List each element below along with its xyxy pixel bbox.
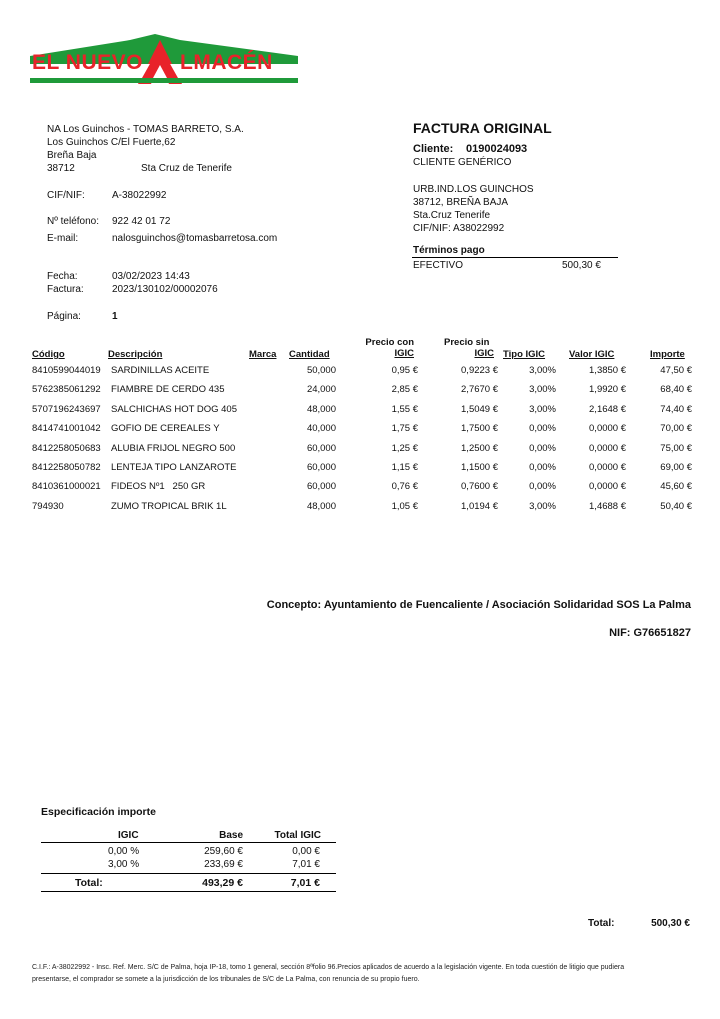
cell-tipo: 3,00%: [529, 501, 556, 512]
cell-valor: 1,3850 €: [589, 365, 626, 376]
concepto: Concepto: Ayuntamiento de Fuencaliente / Asociación Solidaridad SOS La Palma: [266, 599, 691, 611]
cell-precio-sin: 1,1500 €: [461, 462, 498, 473]
cell-valor: 0,0000 €: [589, 481, 626, 492]
fecha-value: 03/02/2023 14:43: [112, 271, 190, 282]
logo-text-right: LMACÉN: [180, 51, 273, 74]
cell-precio-sin: 2,7670 €: [461, 384, 498, 395]
cell-descripcion: GOFIO DE CEREALES Y: [111, 423, 220, 434]
pagina-label: Página:: [47, 311, 81, 322]
cell-precio-con: 0,76 €: [391, 481, 418, 492]
cell-descripcion: SARDINILLAS ACEITE: [111, 365, 210, 376]
cell-cantidad: 40,000: [306, 423, 336, 434]
cell-descripcion: ZUMO TROPICAL BRIK 1L: [111, 501, 227, 512]
cell-tipo: 3,00%: [529, 365, 556, 376]
cell-importe: 45,60 €: [660, 481, 692, 492]
company-logo: [30, 34, 298, 86]
company-address-1: Los Guinchos C/El Fuerte,62: [47, 137, 176, 148]
cell-descripcion: SALCHICHAS HOT DOG 405: [111, 404, 238, 415]
factura-value: 2023/130102/00002076: [112, 284, 218, 295]
spec-divider-end: [41, 891, 336, 892]
grand-total-value: 500,30 €: [651, 918, 690, 929]
cell-descripcion: ALUBIA FRIJOL NEGRO 500: [111, 443, 236, 454]
cell-cantidad: 60,000: [306, 443, 336, 454]
cell-cantidad: 24,000: [306, 384, 336, 395]
company-name: NA Los Guinchos - TOMAS BARRETO, S.A.: [47, 124, 244, 135]
cell-importe: 50,40 €: [660, 501, 692, 512]
cell-tipo: 0,00%: [529, 423, 556, 434]
cell-cantidad: 60,000: [306, 481, 336, 492]
table-row: [0, 462, 720, 482]
cell-descripcion: FIDEOS Nº1 250 GR: [111, 481, 206, 492]
cell-precio-sin: 1,5049 €: [461, 404, 498, 415]
fecha-label: Fecha:: [47, 271, 78, 282]
client-address-1: URB.IND.LOS GUINCHOS: [413, 184, 534, 195]
cell-precio-sin: 0,7600 €: [461, 481, 498, 492]
terms-divider: [412, 257, 618, 258]
logo-text-left: EL NUEVO: [32, 51, 143, 74]
cell-descripcion: FIAMBRE DE CERDO 435: [111, 384, 225, 395]
cell-tipo: 3,00%: [529, 384, 556, 395]
cell-codigo: 8412258050683: [32, 443, 101, 454]
footer-legal-2: presentarse, el comprador se somete a la jurisdicción de los tribunales de S/C de La Palma, con renuncia de su propio fuero.: [32, 976, 420, 983]
email-value: nalosguinchos@tomasbarretosa.com: [112, 233, 278, 244]
spec-row-igic: 0,00 %: [108, 846, 140, 857]
spec-divider-top: [41, 842, 336, 843]
table-row: [0, 481, 720, 501]
email-label: E-mail:: [47, 233, 79, 244]
table-row: [0, 365, 720, 385]
cell-precio-con: 2,85 €: [391, 384, 418, 395]
spec-divider-bottom: [41, 873, 336, 874]
cell-cantidad: 60,000: [306, 462, 336, 473]
cell-precio-con: 1,75 €: [391, 423, 418, 434]
col-marca: Marca: [249, 349, 277, 360]
cliente-number: 0190024093: [466, 143, 528, 155]
pagina-value: 1: [112, 311, 118, 322]
cell-codigo: 794930: [32, 501, 64, 512]
company-address-2: Breña Baja: [47, 150, 97, 161]
cell-codigo: 5762385061292: [32, 384, 101, 395]
cell-valor: 0,0000 €: [589, 443, 626, 454]
terms-value: EFECTIVO: [413, 260, 464, 271]
cell-precio-sin: 0,9223 €: [461, 365, 498, 376]
col-cantidad: Cantidad: [289, 349, 330, 360]
terms-amount: 500,30 €: [562, 260, 601, 271]
cell-importe: 69,00 €: [660, 462, 692, 473]
cell-importe: 75,00 €: [660, 443, 692, 454]
phone-label: Nº teléfono:: [47, 216, 100, 227]
cell-tipo: 0,00%: [529, 462, 556, 473]
spec-title: Especificación importe: [41, 806, 156, 818]
cell-precio-con: 0,95 €: [391, 365, 418, 376]
cell-precio-sin: 1,2500 €: [461, 443, 498, 454]
client-address-3: Sta.Cruz Tenerife: [413, 210, 491, 221]
cliente-name: CLIENTE GENÉRICO: [413, 157, 512, 168]
cif-label: CIF/NIF:: [47, 190, 85, 201]
spec-h-base: Base: [219, 830, 243, 841]
spec-row-base: 233,69 €: [204, 859, 243, 870]
company-postal: 38712: [47, 163, 75, 174]
client-address-2: 38712, BREÑA BAJA: [413, 197, 509, 208]
cell-precio-con: 1,05 €: [391, 501, 418, 512]
col-codigo: Código: [32, 349, 65, 360]
spec-row-base: 259,60 €: [204, 846, 243, 857]
grand-total-label: Total:: [588, 918, 615, 929]
terms-label: Términos pago: [413, 245, 485, 256]
spec-total-label: Total:: [75, 877, 103, 889]
nif: NIF: G76651827: [609, 627, 691, 639]
cell-cantidad: 50,000: [306, 365, 336, 376]
col-precio-con: Precio con IGIC: [365, 337, 414, 359]
cell-precio-con: 1,25 €: [391, 443, 418, 454]
col-descripcion: Descripción: [108, 349, 163, 360]
cell-codigo: 8412258050782: [32, 462, 101, 473]
table-row: [0, 404, 720, 424]
spec-total-base: 493,29 €: [202, 877, 243, 889]
spec-row-total: 0,00 €: [292, 846, 320, 857]
cell-cantidad: 48,000: [306, 501, 336, 512]
cell-codigo: 5707196243697: [32, 404, 101, 415]
spec-h-igic: IGIC: [118, 830, 139, 841]
cell-cantidad: 48,000: [306, 404, 336, 415]
factura-label: Factura:: [47, 284, 84, 295]
cell-precio-con: 1,55 €: [391, 404, 418, 415]
cell-codigo: 8410599044019: [32, 365, 101, 376]
client-cif: CIF/NIF: A38022992: [413, 223, 505, 234]
table-row: [0, 443, 720, 463]
spec-total-igic: 7,01 €: [290, 877, 320, 889]
cell-precio-sin: 1,7500 €: [461, 423, 498, 434]
cliente-label: Cliente:: [413, 143, 454, 155]
cell-valor: 0,0000 €: [589, 462, 626, 473]
footer-legal-1: C.I.F.: A-38022992 - Insc. Ref. Merc. S/C de Palma, hoja IP-18, tomo 1 general, sección 8ªfolio 96.Precios aplicados de acuerdo a la legislación vigente. En toda cuestión de litigio que pudiera: [32, 964, 625, 971]
invoice-title: FACTURA ORIGINAL: [413, 120, 552, 136]
cell-importe: 74,40 €: [660, 404, 692, 415]
cell-valor: 2,1648 €: [589, 404, 626, 415]
cell-codigo: 8414741001042: [32, 423, 101, 434]
cell-importe: 68,40 €: [660, 384, 692, 395]
cif-value: A-38022992: [112, 190, 167, 201]
spec-row-igic: 3,00 %: [108, 859, 140, 870]
cell-tipo: 0,00%: [529, 481, 556, 492]
spec-h-total: Total IGIC: [274, 830, 321, 841]
col-precio-sin: Precio sin IGIC: [444, 337, 494, 359]
cell-descripcion: LENTEJA TIPO LANZAROTE: [111, 462, 237, 473]
cell-importe: 70,00 €: [660, 423, 692, 434]
cell-valor: 1,4688 €: [589, 501, 626, 512]
cell-valor: 0,0000 €: [589, 423, 626, 434]
table-row: [0, 423, 720, 443]
cell-codigo: 8410361000021: [32, 481, 101, 492]
cell-valor: 1,9920 €: [589, 384, 626, 395]
phone-value: 922 42 01 72: [112, 216, 171, 227]
cell-importe: 47,50 €: [660, 365, 692, 376]
cell-precio-sin: 1,0194 €: [461, 501, 498, 512]
table-row: [0, 384, 720, 404]
cell-tipo: 0,00%: [529, 443, 556, 454]
col-valor-igic: Valor IGIC: [569, 349, 615, 360]
company-city: Sta Cruz de Tenerife: [141, 163, 232, 174]
cell-tipo: 3,00%: [529, 404, 556, 415]
col-tipo-igic: Tipo IGIC: [503, 349, 546, 360]
cell-precio-con: 1,15 €: [391, 462, 418, 473]
table-row: [0, 501, 720, 521]
col-importe: Importe: [650, 349, 685, 360]
spec-row-total: 7,01 €: [292, 859, 320, 870]
